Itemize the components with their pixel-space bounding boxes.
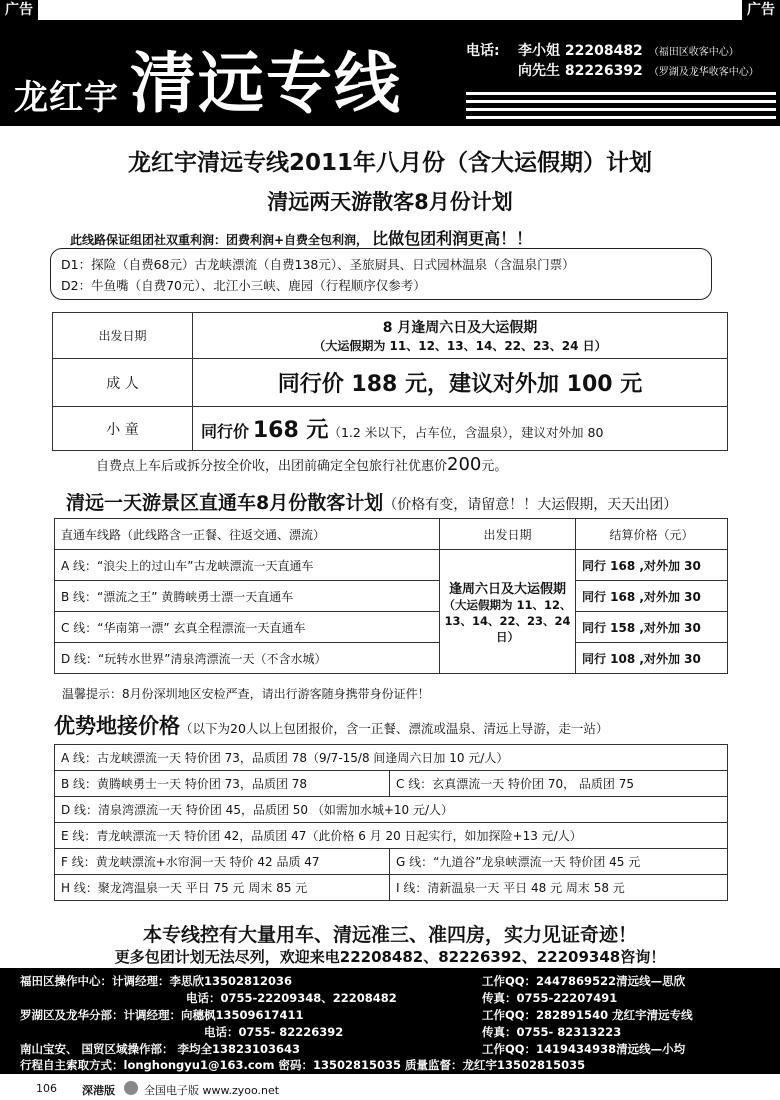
itinerary-d2: D2：牛鱼嘴（自费70元）、北江小三峡、鹿园（行程顺序仅参考） bbox=[61, 278, 426, 293]
price-a: 同行 168 ,对外加 30 bbox=[576, 550, 728, 581]
date-label: 出发日期 bbox=[53, 313, 193, 359]
one-day-date-sub: （大运假期为 11、12、13、14、22、23、24 日） bbox=[443, 598, 572, 644]
contact-2-note: （罗湖及龙华收客中心） bbox=[648, 67, 759, 78]
local-a: A 线：古龙峡漂流一天 特价团 73，品质团 78（9/7-15/8 间逢周六日加 10 元/人） bbox=[55, 745, 728, 771]
price-b: 同行 168 ,对外加 30 bbox=[576, 581, 728, 612]
table-row bbox=[55, 849, 728, 875]
table-row bbox=[53, 359, 728, 407]
adult-price: 同行价 188 元，建议对外加 100 元 bbox=[193, 359, 728, 407]
table-row bbox=[55, 875, 728, 901]
one-day-date-main: 逢周六日及大运假期 bbox=[448, 582, 566, 597]
footer-l4b: 传真：0755- 82313223 bbox=[482, 1025, 622, 1039]
route-b: B 线：“漂流之王” 黄腾峡勇士漂一天直通车 bbox=[55, 581, 440, 612]
logo-prefix: 龙红宇 bbox=[14, 78, 119, 118]
date-sub: （大运假期为 11、12、13、14、22、23、24 日） bbox=[313, 339, 607, 353]
price-c: 同行 158 ,对外加 30 bbox=[576, 612, 728, 643]
site-link[interactable]: 全国电子版 www.zyoo.net bbox=[144, 1084, 280, 1097]
local-d: D 线：清泉湾漂流一天 特价团 45，品质团 50 （如需加水城+10 元/人） bbox=[55, 797, 728, 823]
logo-main: 清远专线 bbox=[130, 44, 402, 122]
tel-label: 电话: bbox=[466, 43, 500, 59]
footer-contacts bbox=[0, 968, 780, 1074]
price-d: 同行 108 ,对外加 30 bbox=[576, 643, 728, 674]
table-row bbox=[55, 550, 728, 581]
local-price-table bbox=[54, 744, 728, 901]
ad-tag-right: 广告 bbox=[742, 0, 780, 20]
footer-l5a: 南山宝安、 国贸区域操作部： 李均全13823103643 bbox=[20, 1042, 301, 1056]
table-row bbox=[55, 771, 728, 797]
header-price: 结算价格（元） bbox=[576, 519, 728, 550]
sec2-title: 清远一天游景区直通车8月份散客计划 bbox=[66, 492, 384, 514]
ad-tag-left: 广告 bbox=[0, 0, 38, 20]
self-pay-note bbox=[96, 454, 507, 475]
contact-1-text: 李小姐 22208482 bbox=[518, 43, 643, 59]
header-date: 出发日期 bbox=[440, 519, 576, 550]
sec3-title: 优势地接价格 bbox=[54, 714, 180, 738]
child-price-a: 同行价 bbox=[201, 422, 250, 441]
local-h: H 线：聚龙湾温泉一天 平日 75 元 周末 85 元 bbox=[55, 875, 390, 901]
edition: 深港版 bbox=[82, 1084, 115, 1097]
date-main: 8 月逢周六日及大运假期 bbox=[382, 320, 538, 336]
table-row bbox=[55, 519, 728, 550]
route-a: A 线：“浪尖上的过山车”古龙峡漂流一天直通车 bbox=[55, 550, 440, 581]
child-price-c: （1.2 米以下，占车位，含温泉），建议对外加 80 bbox=[328, 425, 604, 440]
footer-l1b: 工作QQ：2447869522清远线—思欣 bbox=[482, 974, 686, 988]
route-c: C 线：“华南第一漂” 玄真全程漂流一天直通车 bbox=[55, 612, 440, 643]
local-c: C 线：玄真漂流一天 特价团 70， 品质团 75 bbox=[390, 771, 728, 797]
security-tip: 温馨提示：8月份深圳地区安检严查，请出行游客随身携带身份证件！ bbox=[62, 687, 430, 701]
note1-a: 自费点上车后或拆分按全价收，出团前确定全包旅行社优惠价 bbox=[96, 459, 448, 474]
footer-l3a: 罗湖区及龙华分部：计调经理：向穗枫13509617411 bbox=[20, 1008, 304, 1022]
contact-2-text: 向先生 82226392 bbox=[518, 63, 643, 79]
table-row bbox=[55, 745, 728, 771]
page-bar bbox=[0, 1078, 780, 1100]
itinerary-box bbox=[50, 248, 712, 300]
table-row bbox=[53, 407, 728, 451]
edition-logo-icon bbox=[124, 1081, 138, 1095]
table-row bbox=[53, 313, 728, 359]
note1-b: 200 bbox=[447, 454, 482, 475]
table-row bbox=[55, 581, 728, 612]
local-e: E 线：青龙峡漂流一天 特价团 42，品质团 47（此价格 6 月 20 日起实行，如加探险+13 元/人） bbox=[55, 823, 728, 849]
local-price-title bbox=[54, 710, 608, 740]
main-title: 龙红宇清远专线2011年八月份（含大运假期）计划 bbox=[127, 150, 652, 176]
itinerary-d1: D1：探险（自费68元）古龙峡漂流（自费138元）、圣旅厨具、日式园林温泉（含温泉门票） bbox=[61, 257, 575, 272]
page-number: 106 bbox=[36, 1082, 57, 1095]
footer-l2a: 电话：0755-22209348、22208482 bbox=[186, 991, 397, 1005]
contact-1-note: （福田区收客中心） bbox=[648, 47, 739, 58]
footer-l5b: 工作QQ：1419434938清远线—小均 bbox=[482, 1042, 686, 1056]
local-b: B 线：黄腾峡勇士一天 特价团 73，品质团 78 bbox=[55, 771, 390, 797]
child-price bbox=[193, 407, 728, 451]
child-label: 小 童 bbox=[53, 407, 193, 451]
two-day-price-table bbox=[52, 312, 728, 451]
table-row bbox=[55, 823, 728, 849]
two-day-title: 清远两天游散客8月份计划 bbox=[267, 190, 513, 214]
one-day-table bbox=[54, 518, 728, 674]
contact-2 bbox=[518, 60, 759, 80]
sec3-sub: （以下为20人以上包团报价，含一正餐、漂流或温泉、清远上导游，走一站） bbox=[180, 721, 609, 736]
profit-big: 比做包团利润更高！！ bbox=[372, 229, 533, 248]
header-route: 直通车线路（此线路含一正餐、往返交通、漂流） bbox=[55, 519, 440, 550]
adult-label: 成 人 bbox=[53, 359, 193, 407]
date-cell bbox=[193, 313, 728, 359]
header-stripes bbox=[466, 92, 776, 124]
slogan: 本专线控有大量用车、清远准三、准四房，实力见证奇迹！ bbox=[142, 924, 637, 946]
local-f: F 线：黄龙峡漂流+水帘洞一天 特价 42 品质 47 bbox=[55, 849, 390, 875]
contact-1 bbox=[518, 40, 739, 60]
one-day-title bbox=[66, 488, 677, 515]
profit-note bbox=[70, 226, 532, 249]
footer-l3b: 工作QQ：282891540 龙红宇清远专线 bbox=[482, 1008, 693, 1022]
footer-l4a: 电话：0755- 82226392 bbox=[204, 1025, 344, 1039]
table-row bbox=[55, 797, 728, 823]
profit-small: 此线路保证组团社双重利润：团费利润+自费全包利润， bbox=[70, 233, 369, 247]
child-price-b: 168 元 bbox=[252, 418, 329, 443]
local-g: G 线：“九道谷”龙泉峡漂流一天 特价团 45 元 bbox=[390, 849, 728, 875]
footer-l6: 行程自主索取方式：longhongyu1@163.com 密码：13502815035 质量监督：龙红宇13502815035 bbox=[20, 1058, 586, 1072]
footer-l1a: 福田区操作中心：计调经理：李思欣13502812036 bbox=[20, 974, 293, 988]
contact-slogan: 更多包团计划无法尽列，欢迎来电22208482、82226392、22209348咨询！ bbox=[114, 948, 666, 966]
header-banner bbox=[0, 20, 780, 126]
note1-c: 元。 bbox=[481, 459, 508, 474]
route-d: D 线：“玩转水世界”清泉湾漂流一天（不含水城） bbox=[55, 643, 440, 674]
footer-l2b: 传真：0755-22207491 bbox=[482, 991, 618, 1005]
sec2-sub: （价格有变，请留意！！大运假期，天天出团） bbox=[383, 497, 678, 513]
table-row bbox=[55, 612, 728, 643]
local-i: I 线：清新温泉一天 平日 48 元 周末 58 元 bbox=[390, 875, 728, 901]
one-day-date bbox=[440, 550, 576, 674]
table-row bbox=[55, 643, 728, 674]
